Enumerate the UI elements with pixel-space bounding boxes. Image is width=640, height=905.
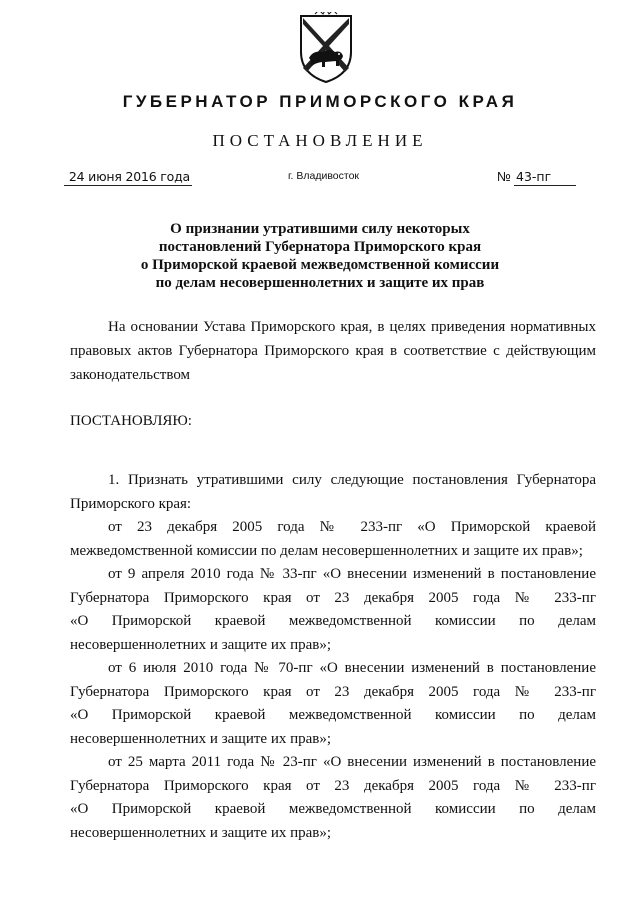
title-line: О признании утратившими силу некоторых bbox=[170, 221, 470, 237]
item-line: «О Приморской краевой межведомственной комиссии по делам bbox=[70, 801, 596, 817]
item-line: несовершеннолетних и защите их прав»; bbox=[70, 824, 332, 841]
item-line: несовершеннолетних и защите их прав»; bbox=[70, 730, 332, 747]
item-line: Губернатора Приморского края от 23 декабря 2005 года № 233-пг bbox=[70, 777, 596, 794]
preamble-line: На основании Устава Приморского края, в целях приведения нормативных bbox=[108, 319, 596, 335]
clause-line: 1. Признать утратившими силу следующие постановления Губернатора bbox=[108, 472, 596, 488]
preamble-paragraph bbox=[70, 315, 596, 387]
issuing-authority: ГУБЕРНАТОР ПРИМОРСКОГО КРАЯ bbox=[122, 92, 518, 111]
item-line: «О Приморской краевой межведомственной комиссии по делам bbox=[70, 613, 596, 629]
item-line: от 9 апреля 2010 года № 33-пг «О внесении изменений в постановление bbox=[108, 566, 596, 582]
decree-heading: ПОСТАНОВЛЯЮ: bbox=[70, 413, 192, 429]
item-line: от 25 марта 2011 года № 23-пг «О внесении изменений в постановление bbox=[108, 754, 596, 770]
document-date: 24 июня 2016 года bbox=[64, 168, 192, 186]
document-title bbox=[0, 220, 640, 292]
document-city: г. Владивосток bbox=[288, 170, 360, 182]
title-line: о Приморской краевой межведомственной комиссии bbox=[140, 257, 500, 273]
repealed-item bbox=[70, 563, 596, 657]
document-meta-row bbox=[0, 168, 640, 190]
title-line: по делам несовершеннолетних и защите их прав bbox=[155, 275, 485, 291]
item-line: «О Приморской краевой межведомственной комиссии по делам bbox=[70, 707, 596, 723]
title-line: постановлений Губернатора Приморского края bbox=[158, 239, 482, 255]
item-line: межведомственной комиссии по делам несовершеннолетних и защите их прав»; bbox=[70, 542, 583, 559]
item-line: несовершеннолетних и защите их прав»; bbox=[70, 636, 332, 653]
document-number-label: № bbox=[497, 169, 511, 184]
item-line: Губернатора Приморского края от 23 декабря 2005 года № 233-пг bbox=[70, 683, 596, 700]
repealed-item bbox=[70, 657, 596, 751]
preamble-line: законодательством bbox=[70, 367, 191, 383]
clause-1 bbox=[70, 469, 596, 845]
item-line: Губернатора Приморского края от 23 декабря 2005 года № 233-пг bbox=[70, 589, 596, 606]
document-type: ПОСТАНОВЛЕНИЕ bbox=[212, 131, 428, 150]
repealed-item bbox=[70, 751, 596, 845]
preamble-line: правовых актов Губернатора Приморского края в соответствие с действующим bbox=[70, 343, 596, 359]
clause-line: Приморского края: bbox=[70, 495, 192, 512]
document-number: 43-пг bbox=[514, 168, 576, 186]
repealed-item bbox=[70, 516, 596, 563]
item-line: от 6 июля 2010 года № 70-пг «О внесении изменений в постановление bbox=[108, 660, 596, 676]
item-line: от 23 декабря 2005 года № 233-пг «О Приморской краевой bbox=[108, 519, 596, 535]
coat-of-arms-icon bbox=[295, 12, 357, 84]
